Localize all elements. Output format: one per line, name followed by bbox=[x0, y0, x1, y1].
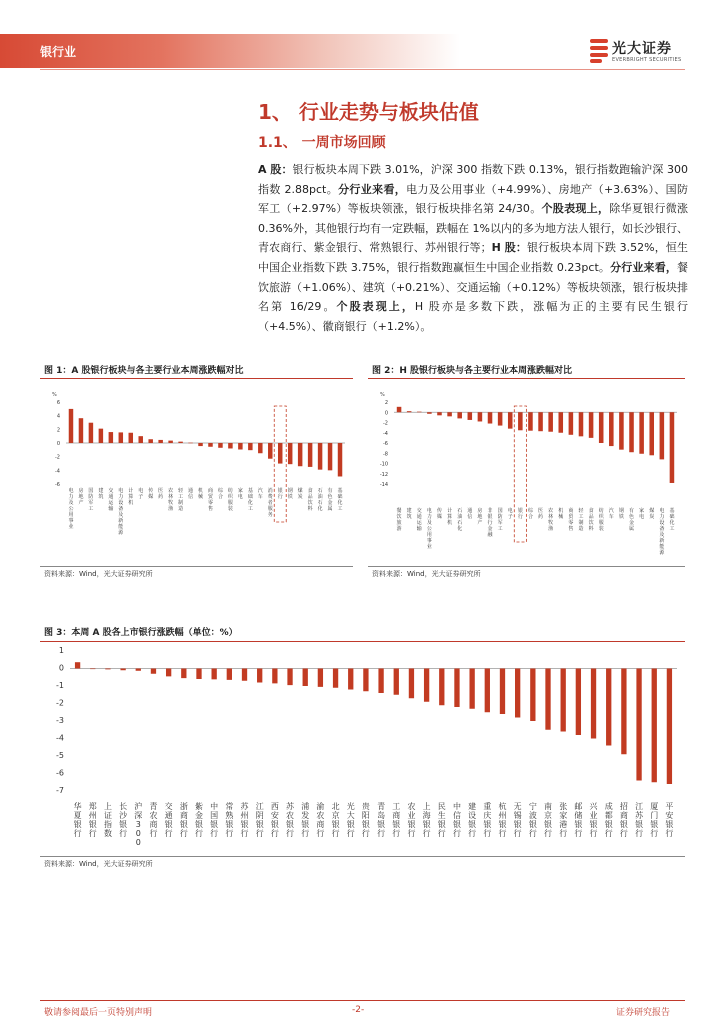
x-tick-label: 房地产 bbox=[78, 488, 84, 506]
x-tick-label: 交通运输 bbox=[416, 508, 422, 532]
x-tick-label: 江苏银行 bbox=[635, 802, 644, 838]
y-tick-label: -7 bbox=[56, 786, 64, 795]
bar bbox=[636, 669, 641, 781]
y-tick-label: 2 bbox=[56, 427, 60, 434]
bar bbox=[599, 412, 604, 443]
bar bbox=[397, 407, 402, 412]
bar bbox=[417, 412, 422, 413]
bar bbox=[558, 412, 563, 433]
bar bbox=[129, 433, 133, 443]
bar bbox=[158, 440, 162, 443]
bar bbox=[629, 412, 634, 452]
bar bbox=[248, 443, 252, 450]
x-tick-label: 张家港行 bbox=[559, 802, 568, 838]
x-tick-label: 兴业银行 bbox=[589, 802, 598, 838]
x-tick-label: 综合 bbox=[217, 488, 223, 500]
header-divider bbox=[40, 69, 685, 70]
y-tick-label: -6 bbox=[383, 441, 388, 447]
x-tick-label: 农林牧渔 bbox=[168, 488, 174, 512]
x-tick-label: 煤炭 bbox=[297, 488, 303, 500]
bar bbox=[660, 412, 665, 459]
bar bbox=[318, 443, 322, 470]
y-axis-unit: % bbox=[52, 392, 57, 398]
bar bbox=[278, 443, 282, 464]
bar bbox=[609, 412, 614, 446]
bar bbox=[258, 443, 262, 453]
bar bbox=[90, 669, 95, 670]
x-tick-label: 中信银行 bbox=[452, 802, 461, 838]
x-tick-label: 贵阳银行 bbox=[361, 802, 370, 838]
x-tick-label: 医药 bbox=[538, 508, 544, 520]
bar bbox=[485, 669, 490, 713]
bar bbox=[208, 443, 212, 447]
market-review-paragraph bbox=[258, 160, 688, 336]
y-tick-label: -14 bbox=[379, 482, 388, 488]
x-tick-label: 房地产 bbox=[477, 508, 483, 526]
x-tick-label: 农林牧渔 bbox=[548, 508, 554, 532]
bar bbox=[457, 412, 462, 418]
x-tick-label: 杭州银行 bbox=[498, 802, 507, 838]
x-tick-label: 商贸零售 bbox=[207, 488, 213, 512]
x-tick-label: 传媒 bbox=[148, 488, 154, 500]
para-text: 电力及公用事业（+4.99%）、房地产（+3.63%）、国防军工（+2.97%）等板块领涨，银行板块排名第 24/30。 bbox=[258, 182, 689, 216]
x-tick-label: 通信 bbox=[188, 488, 194, 500]
x-tick-label: 光大银行 bbox=[346, 802, 355, 838]
x-tick-label: 常熟银行 bbox=[225, 802, 234, 838]
x-tick-label: 工商银行 bbox=[392, 802, 401, 838]
bar bbox=[498, 412, 503, 425]
x-tick-label: 中国银行 bbox=[210, 802, 219, 838]
x-tick-label: 交通银行 bbox=[164, 802, 173, 838]
x-tick-label: 传媒 bbox=[436, 508, 442, 520]
figure1-top-rule bbox=[40, 378, 353, 379]
para-text: H 股亦是多数下跌，涨幅为正的主要有民生银行（+4.5%）、徽商银行（+1.2%）。 bbox=[258, 300, 688, 333]
para-h-share-label: H 股： bbox=[491, 241, 527, 255]
x-tick-label: 银行 bbox=[277, 488, 283, 500]
bar bbox=[188, 443, 192, 444]
x-tick-label: 基础化工 bbox=[247, 488, 253, 512]
figure2-title: 图 2：H 股银行板块与各主要行业本周涨跌幅对比 bbox=[372, 366, 573, 376]
bar bbox=[538, 412, 543, 431]
para-text: 银行板块本周下跌 3.52%，恒生中国企业指数下跌 3.75%，银行指数跑赢恒生中国企业指数 0.23pct。 bbox=[258, 241, 688, 274]
x-tick-label: 轻工制造 bbox=[578, 508, 584, 532]
bar bbox=[99, 429, 103, 443]
x-tick-label: 纺织服装 bbox=[227, 488, 233, 512]
y-tick-label: 6 bbox=[56, 400, 60, 406]
bar bbox=[138, 436, 142, 443]
x-tick-label: 家电 bbox=[639, 508, 645, 520]
x-tick-label: 招商银行 bbox=[619, 802, 628, 838]
bar bbox=[69, 409, 73, 443]
y-tick-label: 2 bbox=[384, 400, 388, 406]
bar bbox=[89, 423, 93, 443]
x-tick-label: 有色金属 bbox=[629, 508, 635, 532]
bar bbox=[148, 439, 152, 443]
x-tick-label: 石油石化 bbox=[317, 488, 323, 512]
x-tick-label: 北京银行 bbox=[331, 802, 340, 838]
x-tick-label: 华夏银行 bbox=[73, 802, 82, 838]
x-tick-label: 上海银行 bbox=[422, 802, 431, 838]
bar bbox=[652, 669, 657, 783]
x-tick-label: 煤炭 bbox=[649, 508, 655, 520]
bar bbox=[257, 669, 262, 683]
x-tick-label: 电力设备及新能源 bbox=[118, 488, 124, 536]
figure3-chart bbox=[40, 645, 685, 853]
figure1-title: 图 1：A 股银行板块与各主要行业本周涨跌幅对比 bbox=[44, 366, 244, 376]
bar bbox=[576, 669, 581, 736]
bar bbox=[545, 669, 550, 730]
footer-report-type: 证券研究报告 bbox=[616, 1008, 671, 1018]
x-tick-label: 上证指数 bbox=[103, 802, 112, 838]
bar bbox=[227, 669, 232, 680]
figure1-chart bbox=[40, 382, 353, 564]
x-tick-label: 农业银行 bbox=[407, 802, 416, 838]
bar bbox=[454, 669, 459, 708]
section-tag: 银行业 bbox=[40, 45, 77, 59]
x-tick-label: 计算机 bbox=[128, 488, 134, 506]
x-tick-label: 计算机 bbox=[447, 508, 453, 526]
x-tick-label: 国防军工 bbox=[497, 508, 503, 532]
y-tick-label: 0 bbox=[56, 441, 60, 447]
x-tick-label: 长沙银行 bbox=[119, 802, 128, 838]
x-tick-label: 电力设备及新能源 bbox=[659, 508, 665, 556]
bar bbox=[469, 669, 474, 709]
para-text: 餐饮旅游（+1.06%）、建筑（+0.21%）、交通运输（+0.12%）等板块领涨，银行板块排名第 16/29。 bbox=[258, 260, 688, 314]
bar bbox=[394, 669, 399, 695]
x-tick-label: 汽车 bbox=[257, 488, 263, 500]
bar bbox=[136, 669, 141, 671]
bar bbox=[151, 669, 156, 674]
bar bbox=[109, 432, 113, 443]
y-axis-unit: % bbox=[380, 392, 385, 398]
x-tick-label: 餐饮旅游 bbox=[396, 508, 402, 532]
bar bbox=[120, 669, 125, 671]
x-tick-label: 电子 bbox=[507, 508, 513, 520]
figure3-top-rule bbox=[40, 641, 685, 642]
bar bbox=[670, 412, 675, 483]
x-tick-label: 苏农银行 bbox=[286, 802, 295, 838]
x-tick-label: 建设银行 bbox=[468, 802, 477, 838]
x-tick-label: 厦门银行 bbox=[650, 802, 659, 838]
x-tick-label: 电力及公用事业 bbox=[426, 508, 432, 550]
header-band bbox=[0, 34, 460, 68]
y-tick-label: 1 bbox=[58, 646, 64, 655]
x-tick-label: 食品饮料 bbox=[588, 508, 594, 532]
x-tick-label: 青岛银行 bbox=[377, 802, 386, 838]
logo-text: 光大证券 bbox=[612, 41, 672, 57]
x-tick-label: 邮储银行 bbox=[574, 802, 583, 838]
x-tick-label: 无锡银行 bbox=[513, 802, 522, 838]
x-tick-label: 西安银行 bbox=[270, 802, 279, 838]
section-heading: 1、 行业走势与板块估值 bbox=[258, 100, 479, 124]
x-tick-label: 青农商行 bbox=[149, 802, 158, 838]
page-number: -2- bbox=[352, 1005, 365, 1015]
bar bbox=[238, 443, 242, 449]
x-tick-label: 商贸零售 bbox=[568, 508, 574, 532]
y-tick-label: 0 bbox=[384, 410, 388, 417]
bar bbox=[439, 669, 444, 706]
y-tick-label: -4 bbox=[56, 733, 64, 743]
para-text: 银行板块本周下跌 3.01%，沪深 300 指数下跌 0.13%，银行指数跑输沪深 300 指数 2.88pct。 bbox=[258, 163, 688, 196]
x-tick-label: 重庆银行 bbox=[483, 802, 492, 838]
bar bbox=[378, 669, 383, 694]
x-tick-label: 浦发银行 bbox=[301, 802, 310, 838]
x-tick-label: 医药 bbox=[158, 488, 164, 500]
bar bbox=[338, 443, 342, 476]
bar bbox=[178, 442, 182, 443]
y-tick-label: -12 bbox=[379, 471, 388, 478]
bar bbox=[363, 669, 368, 692]
x-tick-label: 江阴银行 bbox=[255, 802, 264, 838]
bar bbox=[530, 669, 535, 722]
bar bbox=[212, 669, 217, 680]
x-tick-label: 消费者服务 bbox=[267, 488, 273, 518]
x-tick-label: 石油石化 bbox=[457, 508, 463, 532]
x-tick-label: 机械 bbox=[558, 508, 564, 520]
x-tick-label: 平安银行 bbox=[665, 802, 674, 838]
bar bbox=[518, 412, 523, 430]
y-tick-label: -2 bbox=[383, 420, 388, 427]
bar bbox=[667, 669, 672, 785]
figure3-bottom-rule bbox=[40, 856, 685, 857]
x-tick-label: 轻工制造 bbox=[178, 488, 184, 512]
x-tick-label: 沪深 3 0 0 bbox=[134, 802, 143, 847]
x-tick-label: 家电 bbox=[237, 488, 243, 500]
para-bold: 分行业来看， bbox=[338, 182, 407, 196]
bar bbox=[105, 669, 110, 670]
x-tick-label: 纺织服装 bbox=[598, 508, 604, 532]
bar bbox=[198, 443, 202, 446]
x-tick-label: 钢铁 bbox=[618, 508, 624, 520]
x-tick-label: 电力及公用事业 bbox=[68, 488, 74, 530]
para-text: 除华夏银行微涨 0.36%外，其他银行均有一定跌幅，跌幅在 1%以内的多为地方法人银行，如长沙银行、青农商行、紫金银行、常熟银行、苏州银行等； bbox=[258, 202, 689, 255]
bar bbox=[508, 412, 513, 428]
x-tick-label: 渝农商行 bbox=[316, 802, 325, 838]
bar bbox=[218, 443, 222, 448]
bar bbox=[500, 669, 505, 715]
figure1-bottom-rule bbox=[40, 566, 353, 567]
x-tick-label: 基础化工 bbox=[337, 488, 343, 512]
y-tick-label: -3 bbox=[56, 716, 64, 725]
figure1-source: 资料来源：Wind，光大证券研究所 bbox=[44, 570, 153, 578]
bar bbox=[619, 412, 624, 449]
bar bbox=[649, 412, 654, 455]
figure3-source: 资料来源：Wind，光大证券研究所 bbox=[44, 860, 153, 868]
bar bbox=[318, 669, 323, 687]
logo-subtext: EVERBRIGHT SECURITIES bbox=[612, 57, 682, 63]
footer-divider bbox=[40, 1000, 685, 1001]
footer-disclaimer: 敬请参阅最后一页特别声明 bbox=[44, 1008, 153, 1018]
subsection-heading: 1.1、 一周市场回顾 bbox=[258, 135, 386, 151]
x-tick-label: 交通运输 bbox=[108, 488, 114, 512]
y-tick-label: -2 bbox=[56, 698, 64, 708]
bar bbox=[621, 669, 626, 755]
bar bbox=[328, 443, 332, 470]
bar bbox=[427, 412, 432, 414]
bar bbox=[639, 412, 644, 454]
bar bbox=[606, 669, 611, 746]
y-tick-label: -10 bbox=[379, 461, 388, 468]
para-bold: 个股表现上， bbox=[336, 300, 415, 314]
bar bbox=[561, 669, 566, 732]
bar bbox=[288, 443, 292, 464]
para-a-share-label: A 股： bbox=[258, 163, 293, 176]
x-tick-label: 食品饮料 bbox=[307, 488, 313, 512]
x-tick-label: 南京银行 bbox=[544, 802, 553, 838]
y-tick-label: -5 bbox=[56, 751, 64, 760]
y-tick-label: -6 bbox=[56, 768, 64, 778]
bar bbox=[548, 412, 553, 431]
x-tick-label: 综合 bbox=[527, 508, 533, 520]
bar bbox=[488, 412, 493, 423]
bar bbox=[228, 443, 232, 448]
bar bbox=[515, 669, 520, 718]
brand-logo bbox=[590, 37, 710, 69]
x-tick-label: 电子 bbox=[138, 488, 144, 500]
bar bbox=[79, 418, 83, 443]
bar bbox=[589, 412, 594, 438]
y-tick-label: 4 bbox=[56, 413, 60, 420]
x-tick-label: 宁波银行 bbox=[528, 802, 537, 838]
x-tick-label: 基础化工 bbox=[669, 508, 675, 532]
bar bbox=[447, 412, 452, 416]
logo-icon bbox=[590, 39, 608, 63]
bar bbox=[569, 412, 574, 435]
bar bbox=[409, 669, 414, 699]
y-tick-label: -4 bbox=[55, 468, 60, 475]
bar bbox=[268, 443, 272, 459]
x-tick-label: 民生银行 bbox=[437, 802, 446, 838]
x-tick-label: 钢铁 bbox=[287, 488, 293, 500]
bar bbox=[528, 412, 533, 430]
x-tick-label: 机械 bbox=[198, 488, 204, 500]
bar bbox=[478, 412, 483, 421]
figure2-chart bbox=[368, 382, 685, 564]
x-tick-label: 建筑 bbox=[406, 508, 412, 520]
y-tick-label: -1 bbox=[56, 681, 64, 690]
x-tick-label: 建筑 bbox=[98, 488, 104, 500]
bar bbox=[119, 432, 123, 443]
bar bbox=[437, 412, 442, 415]
x-tick-label: 通信 bbox=[467, 508, 473, 520]
bar bbox=[75, 662, 80, 668]
bar bbox=[579, 412, 584, 436]
bar bbox=[424, 669, 429, 702]
y-tick-label: -2 bbox=[55, 454, 60, 461]
para-bold: 分行业来看， bbox=[610, 260, 677, 274]
bar bbox=[308, 443, 312, 467]
bar bbox=[333, 669, 338, 688]
x-tick-label: 浙商银行 bbox=[179, 802, 188, 838]
x-tick-label: 苏州银行 bbox=[240, 802, 249, 838]
x-tick-label: 郑州银行 bbox=[88, 802, 97, 838]
x-tick-label: 成都银行 bbox=[604, 802, 613, 838]
figure2-bottom-rule bbox=[368, 566, 685, 567]
bar bbox=[468, 412, 473, 420]
para-bold: 个股表现上， bbox=[541, 202, 610, 216]
bar bbox=[181, 669, 186, 679]
bar bbox=[298, 443, 302, 466]
figure2-source: 资料来源：Wind，光大证券研究所 bbox=[372, 570, 481, 578]
figure3-title: 图 3：本周 A 股各上市银行涨跌幅（单位：%） bbox=[44, 628, 238, 638]
y-tick-label: -8 bbox=[383, 451, 388, 458]
y-tick-label: -6 bbox=[55, 482, 60, 488]
highlight-box bbox=[274, 406, 286, 522]
x-tick-label: 有色金属 bbox=[327, 488, 333, 512]
x-tick-label: 国防军工 bbox=[88, 488, 94, 512]
bar bbox=[242, 669, 247, 681]
y-tick-label: -4 bbox=[383, 430, 388, 437]
x-tick-label: 银行 bbox=[517, 508, 523, 520]
x-tick-label: 紫金银行 bbox=[194, 802, 203, 838]
figure2-top-rule bbox=[368, 378, 685, 379]
y-tick-label: 0 bbox=[58, 663, 64, 673]
bar bbox=[272, 669, 277, 684]
bar bbox=[168, 441, 172, 443]
bar bbox=[407, 411, 412, 412]
bar bbox=[287, 669, 292, 686]
bar bbox=[591, 669, 596, 739]
bar bbox=[196, 669, 201, 680]
bar bbox=[348, 669, 353, 690]
bar bbox=[303, 669, 308, 687]
bar bbox=[166, 669, 171, 677]
x-tick-label: 汽车 bbox=[608, 508, 614, 520]
x-tick-label: 非银行金融 bbox=[487, 508, 493, 538]
